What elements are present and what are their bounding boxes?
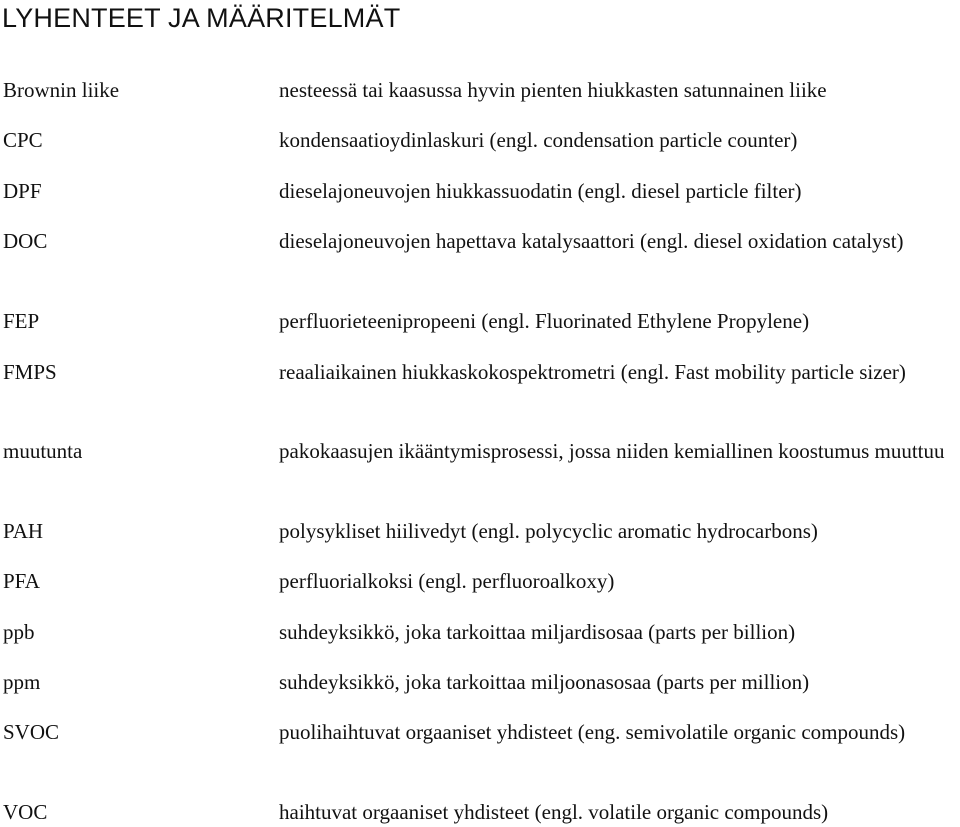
definition: dieselajoneuvojen hiukkassuodatin (engl. diesel particle filter) — [279, 179, 802, 203]
term: CPC — [3, 128, 43, 152]
page-title: LYHENTEET JA MÄÄRITELMÄT — [2, 3, 401, 33]
term: DOC — [3, 229, 48, 253]
definition: suhdeyksikkö, joka tarkoittaa miljoonasosaa (parts per million) — [279, 670, 810, 694]
term: PFA — [3, 569, 40, 593]
term: SVOC — [3, 720, 60, 744]
definition: suhdeyksikkö, joka tarkoittaa miljardisosaa (parts per billion) — [279, 620, 796, 644]
term: VOC — [3, 800, 48, 824]
term: ppb — [3, 620, 35, 644]
term: Brownin liike — [3, 78, 120, 102]
definition: dieselajoneuvojen hapettava katalysaattori (engl. diesel oxidation catalyst) — [279, 229, 904, 253]
definition: pakokaasujen ikääntymisprosessi, jossa niiden kemiallinen koostumus muuttuu — [279, 439, 945, 463]
term: PAH — [3, 519, 44, 543]
definition: polysykliset hiilivedyt (engl. polycyclic aromatic hydrocarbons) — [279, 519, 818, 543]
definition: kondensaatioydinlaskuri (engl. condensation particle counter) — [279, 128, 798, 152]
term: FEP — [3, 309, 40, 333]
term: ppm — [3, 670, 41, 694]
term: muutunta — [3, 439, 83, 463]
definition: perfluorialkoksi (engl. perfluoroalkoxy) — [279, 569, 615, 593]
definition: reaaliaikainen hiukkaskokospektrometri (engl. Fast mobility particle sizer) — [279, 360, 906, 384]
definition: nesteessä tai kaasussa hyvin pienten hiukkasten satunnainen liike — [279, 78, 827, 102]
definition: perfluorieteenipropeeni (engl. Fluorinated Ethylene Propylene) — [279, 309, 810, 333]
term: DPF — [3, 179, 42, 203]
definition: puolihaihtuvat orgaaniset yhdisteet (eng. semivolatile organic compounds) — [279, 720, 906, 744]
term: FMPS — [3, 360, 57, 384]
definition: haihtuvat orgaaniset yhdisteet (engl. volatile organic compounds) — [279, 800, 829, 824]
